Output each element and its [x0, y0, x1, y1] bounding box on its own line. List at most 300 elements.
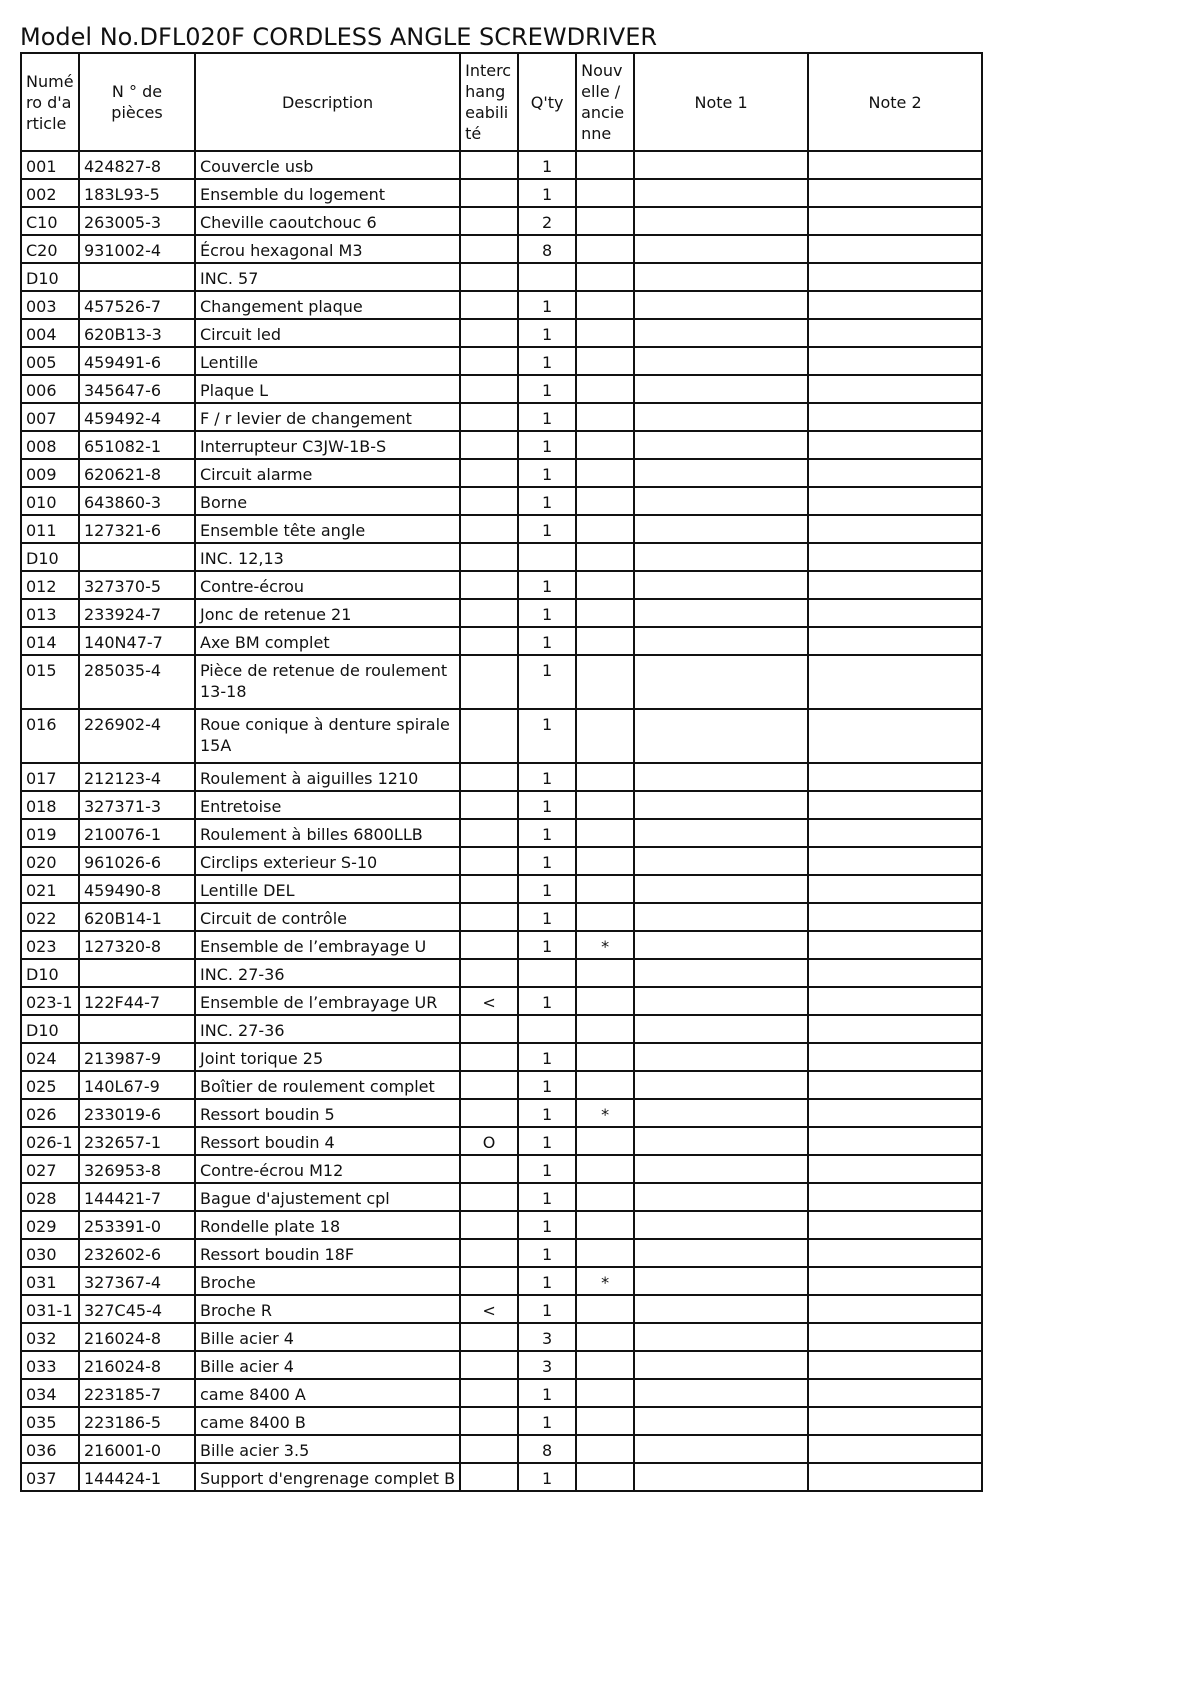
- cell-new-old: *: [576, 1267, 634, 1295]
- cell-part-number: 216001-0: [79, 1435, 195, 1463]
- cell-note-1: [634, 931, 808, 959]
- cell-part-number: 183L93-5: [79, 179, 195, 207]
- cell-item-number: 031-1: [21, 1295, 79, 1323]
- cell-note-1: [634, 151, 808, 179]
- cell-description: Écrou hexagonal M3: [195, 235, 460, 263]
- document-title: Model No.DFL020F CORDLESS ANGLE SCREWDRIVER: [20, 23, 658, 51]
- table-row: [21, 903, 982, 931]
- cell-quantity: 1: [518, 1267, 576, 1295]
- cell-new-old: [576, 1015, 634, 1043]
- cell-item-number: 023-1: [21, 987, 79, 1015]
- cell-quantity: 3: [518, 1351, 576, 1379]
- cell-item-number: 027: [21, 1155, 79, 1183]
- cell-item-number: 011: [21, 515, 79, 543]
- cell-interchangeability: [460, 847, 518, 875]
- cell-note-2: [808, 819, 982, 847]
- cell-interchangeability: [460, 791, 518, 819]
- cell-description: came 8400 B: [195, 1407, 460, 1435]
- cell-new-old: [576, 1463, 634, 1491]
- cell-description: Axe BM complet: [195, 627, 460, 655]
- cell-quantity: 1: [518, 987, 576, 1015]
- cell-note-2: [808, 543, 982, 571]
- cell-part-number: 459491-6: [79, 347, 195, 375]
- cell-description: Jonc de retenue 21: [195, 599, 460, 627]
- cell-part-number: 620B14-1: [79, 903, 195, 931]
- cell-quantity: 1: [518, 487, 576, 515]
- cell-part-number: 122F44-7: [79, 987, 195, 1015]
- cell-item-number: 004: [21, 319, 79, 347]
- cell-new-old: [576, 151, 634, 179]
- cell-description: Interrupteur C3JW-1B-S: [195, 431, 460, 459]
- cell-quantity: 1: [518, 903, 576, 931]
- cell-item-number: 029: [21, 1211, 79, 1239]
- cell-item-number: 003: [21, 291, 79, 319]
- cell-part-number: 144424-1: [79, 1463, 195, 1491]
- cell-quantity: 1: [518, 1183, 576, 1211]
- cell-note-1: [634, 431, 808, 459]
- cell-interchangeability: [460, 571, 518, 599]
- cell-note-2: [808, 875, 982, 903]
- cell-new-old: [576, 875, 634, 903]
- cell-new-old: [576, 1127, 634, 1155]
- cell-note-2: [808, 959, 982, 987]
- cell-description: Circlips exterieur S-10: [195, 847, 460, 875]
- cell-note-2: [808, 375, 982, 403]
- cell-note-1: [634, 1127, 808, 1155]
- cell-note-2: [808, 1407, 982, 1435]
- cell-interchangeability: [460, 763, 518, 791]
- table-row: [21, 403, 982, 431]
- cell-new-old: [576, 959, 634, 987]
- cell-part-number: 620621-8: [79, 459, 195, 487]
- cell-part-number: 643860-3: [79, 487, 195, 515]
- cell-item-number: 034: [21, 1379, 79, 1407]
- cell-note-1: [634, 1323, 808, 1351]
- cell-item-number: 017: [21, 763, 79, 791]
- cell-part-number: 140L67-9: [79, 1071, 195, 1099]
- cell-part-number: 216024-8: [79, 1351, 195, 1379]
- cell-quantity: 1: [518, 1043, 576, 1071]
- cell-part-number: 213987-9: [79, 1043, 195, 1071]
- cell-part-number: 327370-5: [79, 571, 195, 599]
- cell-quantity: 1: [518, 1127, 576, 1155]
- cell-interchangeability: [460, 1099, 518, 1127]
- table-row: [21, 1099, 982, 1127]
- cell-quantity: 1: [518, 627, 576, 655]
- cell-note-2: [808, 1183, 982, 1211]
- cell-note-1: [634, 375, 808, 403]
- cell-item-number: 012: [21, 571, 79, 599]
- cell-note-1: [634, 1211, 808, 1239]
- col-header-note1: Note 1: [634, 53, 808, 151]
- cell-item-number: C10: [21, 207, 79, 235]
- cell-description: Bague d'ajustement cpl: [195, 1183, 460, 1211]
- cell-note-2: [808, 763, 982, 791]
- cell-description: Ressort boudin 18F: [195, 1239, 460, 1267]
- cell-note-1: [634, 819, 808, 847]
- cell-quantity: 1: [518, 599, 576, 627]
- cell-interchangeability: [460, 487, 518, 515]
- cell-interchangeability: [460, 655, 518, 709]
- table-row: [21, 1323, 982, 1351]
- cell-part-number: 223186-5: [79, 1407, 195, 1435]
- cell-part-number: 216024-8: [79, 1323, 195, 1351]
- table-row: [21, 819, 982, 847]
- cell-item-number: 013: [21, 599, 79, 627]
- table-row: [21, 1463, 982, 1491]
- table-row: [21, 1407, 982, 1435]
- cell-note-1: [634, 903, 808, 931]
- cell-note-1: [634, 847, 808, 875]
- cell-quantity: 1: [518, 319, 576, 347]
- cell-quantity: 1: [518, 459, 576, 487]
- cell-interchangeability: [460, 263, 518, 291]
- cell-interchangeability: [460, 291, 518, 319]
- cell-interchangeability: [460, 1015, 518, 1043]
- cell-note-1: [634, 791, 808, 819]
- cell-item-number: 015: [21, 655, 79, 709]
- cell-description: Bille acier 3.5: [195, 1435, 460, 1463]
- table-row: [21, 1155, 982, 1183]
- cell-part-number: 144421-7: [79, 1183, 195, 1211]
- cell-description: Bille acier 4: [195, 1323, 460, 1351]
- cell-description: Rondelle plate 18: [195, 1211, 460, 1239]
- cell-quantity: 1: [518, 791, 576, 819]
- cell-interchangeability: <: [460, 1295, 518, 1323]
- cell-note-2: [808, 1239, 982, 1267]
- cell-interchangeability: [460, 1351, 518, 1379]
- cell-item-number: 023: [21, 931, 79, 959]
- cell-note-1: [634, 599, 808, 627]
- cell-item-number: 031: [21, 1267, 79, 1295]
- cell-note-1: [634, 1043, 808, 1071]
- cell-note-1: [634, 1099, 808, 1127]
- cell-note-1: [634, 709, 808, 763]
- cell-quantity: 2: [518, 207, 576, 235]
- cell-quantity: 1: [518, 1071, 576, 1099]
- cell-item-number: D10: [21, 263, 79, 291]
- cell-item-number: 019: [21, 819, 79, 847]
- cell-quantity: 1: [518, 655, 576, 709]
- cell-note-1: [634, 1295, 808, 1323]
- cell-new-old: [576, 1295, 634, 1323]
- cell-new-old: [576, 903, 634, 931]
- table-row: [21, 599, 982, 627]
- cell-quantity: 8: [518, 1435, 576, 1463]
- cell-description: Boîtier de roulement complet: [195, 1071, 460, 1099]
- cell-interchangeability: [460, 319, 518, 347]
- cell-new-old: [576, 375, 634, 403]
- table-row: [21, 1379, 982, 1407]
- cell-description: INC. 12,13: [195, 543, 460, 571]
- cell-item-number: 002: [21, 179, 79, 207]
- cell-quantity: 1: [518, 375, 576, 403]
- cell-part-number: 232657-1: [79, 1127, 195, 1155]
- cell-item-number: D10: [21, 543, 79, 571]
- cell-new-old: [576, 1379, 634, 1407]
- cell-note-1: [634, 1463, 808, 1491]
- cell-description: Contre-écrou: [195, 571, 460, 599]
- table-row: [21, 347, 982, 375]
- cell-item-number: 021: [21, 875, 79, 903]
- cell-quantity: 1: [518, 291, 576, 319]
- cell-note-2: [808, 709, 982, 763]
- col-header-num: Numéro d'article: [21, 53, 79, 151]
- cell-new-old: [576, 791, 634, 819]
- cell-note-1: [634, 959, 808, 987]
- col-header-qty: Q'ty: [518, 53, 576, 151]
- cell-note-1: [634, 459, 808, 487]
- cell-item-number: D10: [21, 1015, 79, 1043]
- cell-new-old: [576, 487, 634, 515]
- cell-part-number: 223185-7: [79, 1379, 195, 1407]
- cell-quantity: 1: [518, 931, 576, 959]
- cell-note-2: [808, 599, 982, 627]
- cell-note-2: [808, 319, 982, 347]
- table-row: [21, 655, 982, 709]
- cell-item-number: 006: [21, 375, 79, 403]
- cell-quantity: 1: [518, 847, 576, 875]
- cell-note-2: [808, 1351, 982, 1379]
- cell-interchangeability: [460, 1379, 518, 1407]
- cell-item-number: 035: [21, 1407, 79, 1435]
- cell-note-1: [634, 403, 808, 431]
- cell-description: Support d'engrenage complet B: [195, 1463, 460, 1491]
- cell-note-2: [808, 1463, 982, 1491]
- cell-interchangeability: [460, 709, 518, 763]
- cell-item-number: 010: [21, 487, 79, 515]
- cell-description: Roulement à billes 6800LLB: [195, 819, 460, 847]
- cell-note-2: [808, 1043, 982, 1071]
- cell-description: F / r levier de changement: [195, 403, 460, 431]
- cell-quantity: [518, 959, 576, 987]
- cell-quantity: 1: [518, 1155, 576, 1183]
- cell-note-1: [634, 319, 808, 347]
- cell-description: Entretoise: [195, 791, 460, 819]
- cell-description: Borne: [195, 487, 460, 515]
- cell-note-1: [634, 1183, 808, 1211]
- table-row: [21, 1183, 982, 1211]
- cell-new-old: [576, 987, 634, 1015]
- cell-new-old: [576, 571, 634, 599]
- cell-item-number: 022: [21, 903, 79, 931]
- cell-description: Pièce de retenue de roulement 13-18: [195, 655, 460, 709]
- cell-part-number: 140N47-7: [79, 627, 195, 655]
- cell-note-2: [808, 847, 982, 875]
- table-row: [21, 291, 982, 319]
- cell-description: Circuit de contrôle: [195, 903, 460, 931]
- cell-quantity: 1: [518, 819, 576, 847]
- cell-note-2: [808, 263, 982, 291]
- cell-new-old: [576, 599, 634, 627]
- cell-description: Lentille: [195, 347, 460, 375]
- cell-description: Cheville caoutchouc 6: [195, 207, 460, 235]
- cell-description: INC. 27-36: [195, 1015, 460, 1043]
- parts-body: [21, 151, 982, 1491]
- cell-interchangeability: [460, 1155, 518, 1183]
- cell-description: INC. 57: [195, 263, 460, 291]
- cell-new-old: [576, 1351, 634, 1379]
- cell-part-number: 345647-6: [79, 375, 195, 403]
- cell-note-2: [808, 1211, 982, 1239]
- cell-description: Ensemble de l’embrayage U: [195, 931, 460, 959]
- cell-note-2: [808, 1099, 982, 1127]
- col-header-desc: Description: [195, 53, 460, 151]
- cell-part-number: 327367-4: [79, 1267, 195, 1295]
- cell-description: Roulement à aiguilles 1210: [195, 763, 460, 791]
- cell-part-number: 459492-4: [79, 403, 195, 431]
- cell-item-number: 026-1: [21, 1127, 79, 1155]
- cell-part-number: 620B13-3: [79, 319, 195, 347]
- cell-new-old: [576, 179, 634, 207]
- table-row: [21, 179, 982, 207]
- cell-part-number: 210076-1: [79, 819, 195, 847]
- cell-quantity: 1: [518, 709, 576, 763]
- cell-note-1: [634, 235, 808, 263]
- cell-quantity: [518, 543, 576, 571]
- cell-interchangeability: [460, 959, 518, 987]
- cell-note-2: [808, 1155, 982, 1183]
- cell-description: Lentille DEL: [195, 875, 460, 903]
- cell-note-2: [808, 987, 982, 1015]
- cell-note-2: [808, 655, 982, 709]
- table-row: [21, 207, 982, 235]
- cell-part-number: [79, 263, 195, 291]
- cell-new-old: [576, 1155, 634, 1183]
- table-row: [21, 791, 982, 819]
- cell-new-old: [576, 431, 634, 459]
- table-row: [21, 263, 982, 291]
- cell-part-number: 263005-3: [79, 207, 195, 235]
- cell-note-2: [808, 627, 982, 655]
- cell-quantity: 1: [518, 1463, 576, 1491]
- cell-quantity: 1: [518, 179, 576, 207]
- cell-note-2: [808, 459, 982, 487]
- cell-item-number: 030: [21, 1239, 79, 1267]
- col-header-new: Nouvelle / ancienne: [576, 53, 634, 151]
- cell-note-1: [634, 1267, 808, 1295]
- cell-part-number: 327C45-4: [79, 1295, 195, 1323]
- cell-quantity: 1: [518, 151, 576, 179]
- cell-note-2: [808, 151, 982, 179]
- cell-note-2: [808, 1071, 982, 1099]
- cell-note-1: [634, 1015, 808, 1043]
- cell-interchangeability: [460, 875, 518, 903]
- cell-new-old: [576, 263, 634, 291]
- cell-new-old: [576, 709, 634, 763]
- cell-note-2: [808, 1295, 982, 1323]
- table-row: [21, 487, 982, 515]
- cell-interchangeability: [460, 151, 518, 179]
- cell-description: Circuit alarme: [195, 459, 460, 487]
- cell-new-old: [576, 1211, 634, 1239]
- cell-description: Circuit led: [195, 319, 460, 347]
- cell-note-1: [634, 875, 808, 903]
- col-header-note2: Note 2: [808, 53, 982, 151]
- table-row: [21, 931, 982, 959]
- cell-new-old: [576, 1407, 634, 1435]
- cell-quantity: 1: [518, 1099, 576, 1127]
- cell-interchangeability: [460, 1463, 518, 1491]
- table-row: [21, 543, 982, 571]
- cell-note-2: [808, 403, 982, 431]
- cell-interchangeability: [460, 1183, 518, 1211]
- cell-note-2: [808, 1379, 982, 1407]
- cell-note-1: [634, 655, 808, 709]
- cell-new-old: [576, 1435, 634, 1463]
- cell-part-number: 651082-1: [79, 431, 195, 459]
- cell-note-2: [808, 791, 982, 819]
- table-row: [21, 1071, 982, 1099]
- cell-item-number: 037: [21, 1463, 79, 1491]
- cell-note-1: [634, 207, 808, 235]
- cell-item-number: 026: [21, 1099, 79, 1127]
- cell-note-2: [808, 291, 982, 319]
- cell-description: Ressort boudin 4: [195, 1127, 460, 1155]
- cell-quantity: 1: [518, 571, 576, 599]
- cell-description: Roue conique à denture spirale 15A: [195, 709, 460, 763]
- cell-interchangeability: [460, 431, 518, 459]
- cell-item-number: 001: [21, 151, 79, 179]
- cell-item-number: C20: [21, 235, 79, 263]
- cell-quantity: [518, 1015, 576, 1043]
- table-row: [21, 709, 982, 763]
- cell-part-number: 327371-3: [79, 791, 195, 819]
- cell-new-old: [576, 543, 634, 571]
- cell-description: came 8400 A: [195, 1379, 460, 1407]
- cell-quantity: 1: [518, 875, 576, 903]
- cell-note-2: [808, 1435, 982, 1463]
- cell-description: Couvercle usb: [195, 151, 460, 179]
- cell-new-old: *: [576, 931, 634, 959]
- table-row: [21, 319, 982, 347]
- cell-item-number: 016: [21, 709, 79, 763]
- cell-new-old: [576, 319, 634, 347]
- cell-note-2: [808, 1015, 982, 1043]
- cell-description: Broche R: [195, 1295, 460, 1323]
- cell-part-number: [79, 543, 195, 571]
- cell-item-number: 005: [21, 347, 79, 375]
- cell-part-number: 233019-6: [79, 1099, 195, 1127]
- cell-note-2: [808, 931, 982, 959]
- table-row: [21, 1267, 982, 1295]
- cell-item-number: 007: [21, 403, 79, 431]
- table-row: [21, 847, 982, 875]
- cell-interchangeability: [460, 1071, 518, 1099]
- cell-item-number: 032: [21, 1323, 79, 1351]
- cell-part-number: 226902-4: [79, 709, 195, 763]
- cell-new-old: [576, 347, 634, 375]
- cell-note-2: [808, 1323, 982, 1351]
- cell-part-number: 457526-7: [79, 291, 195, 319]
- cell-note-1: [634, 987, 808, 1015]
- cell-note-2: [808, 1267, 982, 1295]
- cell-note-1: [634, 543, 808, 571]
- cell-interchangeability: <: [460, 987, 518, 1015]
- cell-part-number: 127320-8: [79, 931, 195, 959]
- cell-quantity: [518, 263, 576, 291]
- table-row: [21, 959, 982, 987]
- cell-part-number: 961026-6: [79, 847, 195, 875]
- table-row: [21, 1127, 982, 1155]
- cell-item-number: 025: [21, 1071, 79, 1099]
- cell-part-number: 212123-4: [79, 763, 195, 791]
- cell-note-1: [634, 179, 808, 207]
- table-row: [21, 1351, 982, 1379]
- cell-new-old: [576, 515, 634, 543]
- cell-part-number: [79, 959, 195, 987]
- cell-interchangeability: [460, 403, 518, 431]
